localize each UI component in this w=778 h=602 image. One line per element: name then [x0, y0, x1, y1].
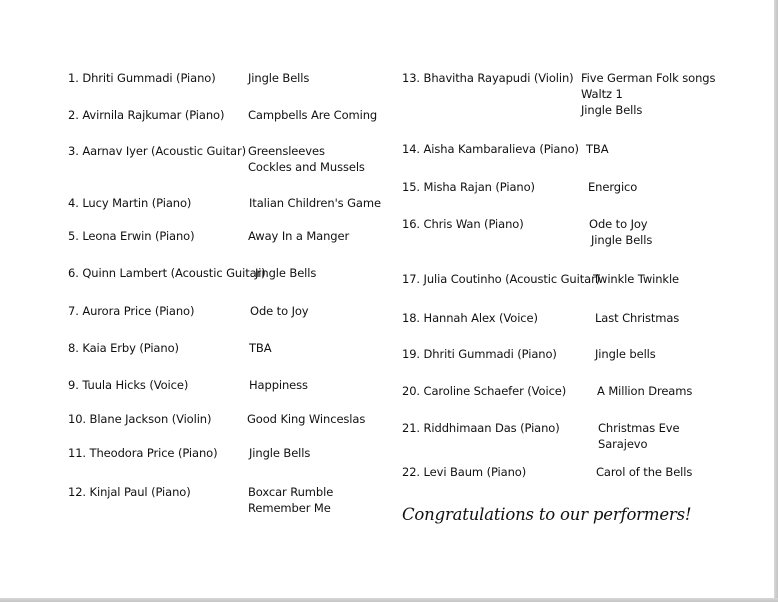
piece-title: A Million Dreams — [597, 384, 693, 398]
performer-name: 8. Kaia Erby (Piano) — [68, 341, 179, 355]
performer-name: 15. Misha Rajan (Piano) — [402, 180, 535, 194]
piece-list — [596, 464, 692, 480]
piece-list — [588, 179, 637, 195]
piece-list — [581, 70, 715, 118]
piece-title: Happiness — [249, 378, 308, 392]
piece-list — [248, 484, 333, 516]
piece-title: TBA — [586, 142, 609, 156]
closing-message: Congratulations to our performers! — [402, 505, 692, 524]
piece-title: Away In a Manger — [248, 229, 350, 243]
piece-title: Ode to Joy — [250, 304, 309, 318]
piece-list — [247, 411, 365, 427]
performer-name: 5. Leona Erwin (Piano) — [68, 229, 195, 243]
performer-name: 18. Hannah Alex (Voice) — [402, 311, 538, 325]
piece-list — [249, 445, 310, 461]
piece-title: Twinkle Twinkle — [593, 272, 680, 286]
performer-name: 10. Blane Jackson (Violin) — [68, 412, 212, 426]
performer-name: 2. Avirnila Rajkumar (Piano) — [68, 108, 225, 122]
performer-name: 16. Chris Wan (Piano) — [402, 217, 524, 231]
performer-name: 3. Aarnav Iyer (Acoustic Guitar) — [68, 144, 246, 158]
piece-title: Boxcar Rumble — [248, 485, 334, 499]
piece-list — [248, 228, 349, 244]
piece-title: Good King Winceslas — [247, 412, 366, 426]
piece-title: Jingle Bells — [591, 233, 653, 247]
piece-list — [248, 70, 309, 86]
piece-title: Jingle bells — [595, 347, 656, 361]
piece-list — [248, 143, 365, 175]
piece-title: Waltz 1 — [581, 87, 623, 101]
piece-title: Energico — [588, 180, 638, 194]
piece-title: Italian Children's Game — [249, 196, 381, 210]
piece-list — [249, 377, 308, 393]
piece-title: Christmas Eve — [598, 421, 680, 435]
piece-list — [595, 346, 656, 362]
piece-list — [586, 141, 608, 157]
performer-name: 1. Dhriti Gummadi (Piano) — [68, 71, 216, 85]
performer-name: 4. Lucy Martin (Piano) — [68, 196, 192, 210]
performer-name: 14. Aisha Kambaralieva (Piano) — [402, 142, 579, 156]
piece-list — [597, 383, 692, 399]
performer-name: 7. Aurora Price (Piano) — [68, 304, 195, 318]
performer-name: 6. Quinn Lambert (Acoustic Guitar) — [68, 266, 266, 280]
performer-name: 9. Tuula Hicks (Voice) — [68, 378, 189, 392]
piece-list — [249, 195, 381, 211]
performer-name: 11. Theodora Price (Piano) — [68, 446, 218, 460]
performer-name: 13. Bhavitha Rayapudi (Violin) — [402, 71, 574, 85]
piece-list — [255, 265, 316, 281]
piece-title: Sarajevo — [598, 437, 648, 451]
piece-title: Last Christmas — [595, 311, 680, 325]
piece-title: Campbells Are Coming — [248, 108, 378, 122]
piece-title: Jingle Bells — [248, 71, 310, 85]
piece-title: Ode to Joy — [589, 217, 648, 231]
piece-title: Greensleeves — [248, 144, 325, 158]
piece-list — [589, 216, 652, 248]
performer-name: 19. Dhriti Gummadi (Piano) — [402, 347, 557, 361]
piece-title: TBA — [249, 341, 272, 355]
piece-title: Jingle Bells — [255, 266, 317, 280]
performer-name: 12. Kinjal Paul (Piano) — [68, 485, 191, 499]
performer-name: 17. Julia Coutinho (Acoustic Guitar) — [402, 272, 601, 286]
piece-title: Remember Me — [248, 501, 331, 515]
piece-list — [595, 310, 679, 326]
piece-title: Jingle Bells — [249, 446, 311, 460]
page-edge-right — [774, 0, 778, 602]
piece-list — [593, 271, 679, 287]
piece-list — [249, 340, 271, 356]
piece-title: Five German Folk songs — [581, 71, 716, 85]
performer-name: 21. Riddhimaan Das (Piano) — [402, 421, 560, 435]
piece-list — [250, 303, 309, 319]
piece-list — [598, 420, 680, 452]
performer-name: 20. Caroline Schaefer (Voice) — [402, 384, 567, 398]
piece-list — [248, 107, 377, 123]
page-edge-bottom — [0, 598, 778, 602]
piece-title: Carol of the Bells — [596, 465, 693, 479]
piece-title: Jingle Bells — [581, 103, 643, 117]
piece-title: Cockles and Mussels — [248, 160, 365, 174]
performer-name: 22. Levi Baum (Piano) — [402, 465, 527, 479]
